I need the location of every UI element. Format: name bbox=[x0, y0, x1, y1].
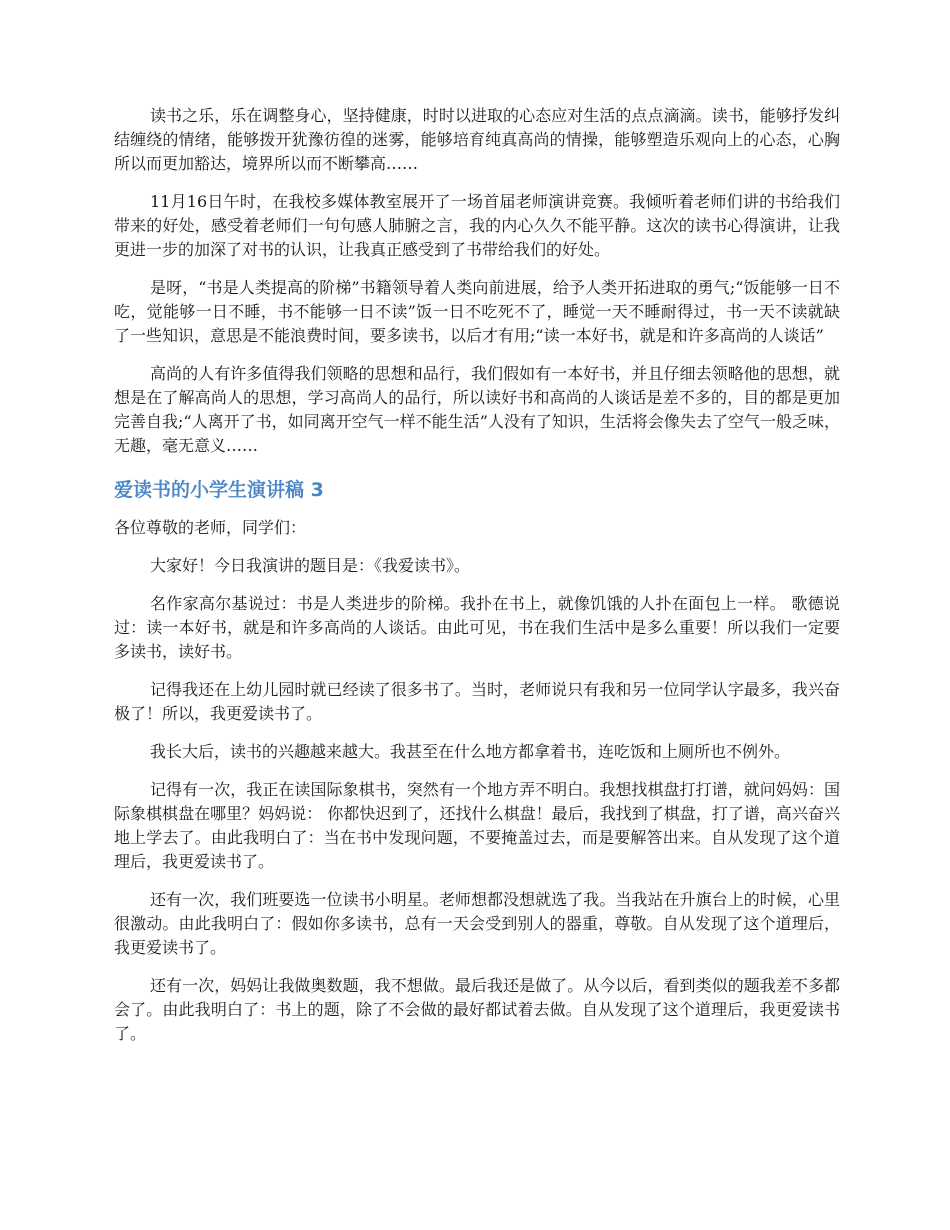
greeting: 各位尊敬的老师，同学们： bbox=[114, 518, 307, 537]
document-page bbox=[114, 104, 840, 1060]
paragraph: 还有一次，妈妈让我做奥数题，我不想做。最后我还是做了。从今以后，看到类似的题我差不多都会了。由此我明白了：书上的题，除了不会做的最好都试着去做。自从发现了这个道理后，我更爱读书了。 bbox=[114, 976, 840, 1043]
paragraph: 是呀，“书是人类提高的阶梯”书籍领导着人类向前进展，给予人类开拓进取的勇气;“饭能够一日不吃，觉能够一日不睡，书不能够一日不读”饭一日不吃死不了，睡觉一天不睡耐得过，书一天不读就缺了一些知识，意思是不能浪费时间，要多读书，以后才有用;“读一本好书，就是和许多高尚的人谈话” bbox=[114, 278, 840, 345]
paragraph: 11月16日午时，在我校多媒体教室展开了一场首届老师演讲竞赛。我倾听着老师们讲的书给我们带来的好处，感受着老师们一句句感人肺腑之言，我的内心久久不能平静。这次的读书心得演讲，让我更进一步的加深了对书的认识，让我真正感受到了书带给我们的好处。 bbox=[114, 192, 840, 259]
paragraph: 我长大后，读书的兴趣越来越大。我甚至在什么地方都拿着书，连吃饭和上厕所也不例外。 bbox=[150, 742, 791, 761]
section-heading: 爱读书的小学生演讲稿 3 bbox=[114, 479, 324, 501]
paragraph: 大家好！今日我演讲的题目是：《我爱读书》。 bbox=[150, 556, 471, 575]
paragraph: 读书之乐，乐在调整身心，坚持健康，时时以进取的心态应对生活的点点滴滴。读书，能够抒发纠结缠绕的情绪，能够拨开犹豫彷徨的迷雾，能够培育纯真高尚的情操，能够塑造乐观向上的心态，心胸所以而更加豁达，境界所以而不断攀高…… bbox=[114, 106, 840, 173]
paragraph: 还有一次，我们班要选一位读书小明星。老师想都没想就选了我。当我站在升旗台上的时候，心里很激动。由此我明白了：假如你多读书，总有一天会受到别人的器重，尊敬。自从发现了这个道理后，我更爱读书了。 bbox=[114, 890, 840, 957]
paragraph: 名作家高尔基说过：书是人类进步的阶梯。我扑在书上，就像饥饿的人扑在面包上一样。 歌德说过：读一本好书，就是和许多高尚的人谈话。由此可见，书在我们生活中是多么重要！所以我们一定要多读书，读好书。 bbox=[114, 594, 840, 661]
paragraph: 记得有一次，我正在读国际象棋书，突然有一个地方弄不明白。我想找棋盘打打谱，就问妈妈：国际象棋棋盘在哪里？妈妈说： 你都快迟到了，还找什么棋盘！最后，我找到了棋盘，打了谱，高兴奋兴地上学去了。由此我明白了：当在书中发现问题，不要掩盖过去，而是要解答出来。自从发现了这个道理后，我更爱读书了。 bbox=[114, 780, 840, 871]
paragraph: 高尚的人有许多值得我们领略的思想和品行，我们假如有一本好书，并且仔细去领略他的思想，就想是在了解高尚人的思想，学习高尚人的品行，所以读好书和高尚的人谈话是差不多的，目的都是更加完善自我;“人离开了书，如同离开空气一样不能生活”人没有了知识，生活将会像失去了空气一般乏味，无趣，毫无意义…… bbox=[114, 364, 840, 455]
paragraph: 记得我还在上幼儿园时就已经读了很多书了。当时，老师说只有我和另一位同学认字最多，我兴奋极了！所以，我更爱读书了。 bbox=[114, 680, 840, 723]
